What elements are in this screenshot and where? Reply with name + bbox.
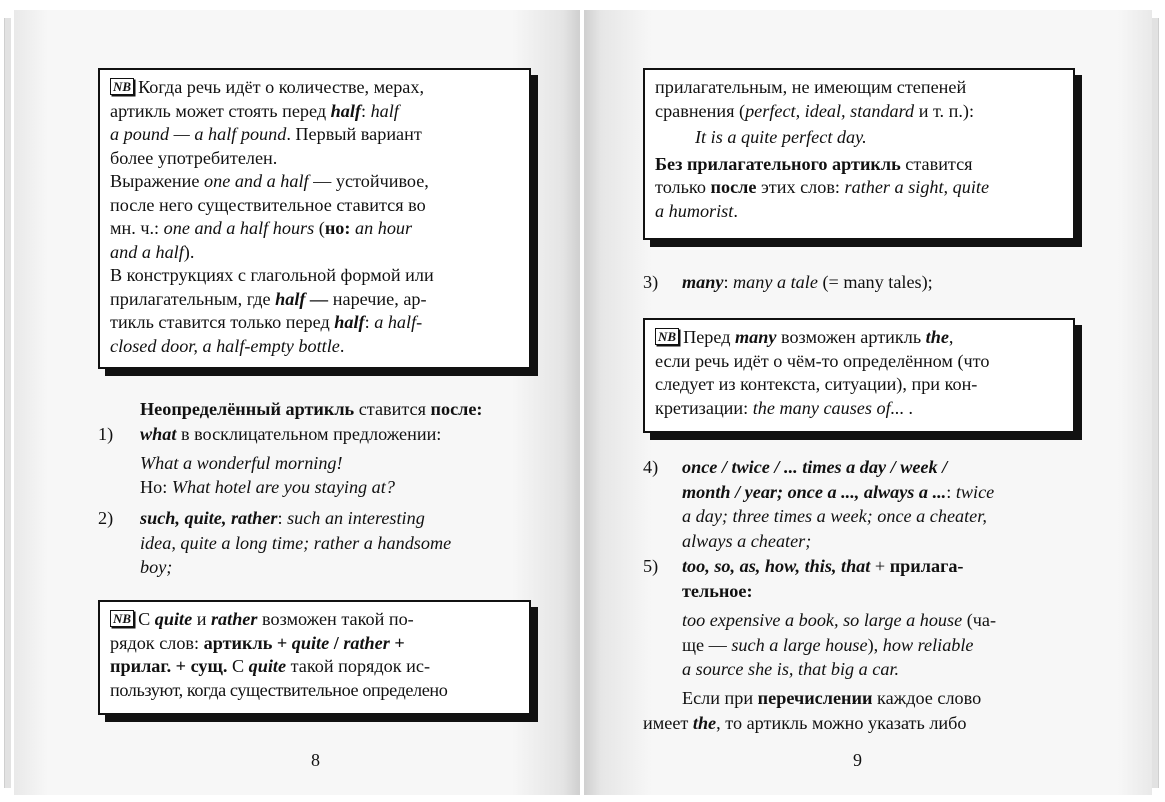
item-3-text: many: many a tale (= many tales);: [682, 272, 933, 292]
item-2-text: such, quite, rather: such an interesting idea, quite a long time; rather a handsome boy;: [140, 508, 452, 577]
item-1-example-1: What a wonderful morning!: [140, 453, 343, 473]
indefinite-article-intro: Неопределённый артикль ставится после:: [140, 399, 483, 419]
item-5-number: 5): [643, 556, 659, 576]
page-number-right: 9: [853, 750, 862, 770]
item-1-text: what в восклицательном предложении:: [140, 424, 442, 444]
nb-badge: NB: [110, 78, 134, 95]
nb-box-many: NB Перед many возможен артикль the, если речь идёт о чём-то определённом (что следует из контекста, ситуации), при кон- кретизации: the many causes of... .: [643, 318, 1075, 433]
page-edge-right: [1152, 18, 1159, 788]
item-5-examples: too expensive a book, so large a house (ча- ще — such a large house), how reliable a source she is, that big a car.: [682, 610, 997, 679]
page-number-left: 8: [311, 750, 320, 770]
item-4-number: 4): [643, 457, 659, 477]
item-4-text: once / twice / ... times a day / week / month / year; once a ..., always a ...: twice a day; three times a week; once a cheater, always a cheater;: [682, 457, 995, 551]
item-3-number: 3): [643, 272, 659, 292]
nb-box-half: NB Когда речь идёт о количестве, мерах, артикль может стоять перед half: half a pound — a half pound. Первый вариант более употребителен. Выражение one and a half — устойчивое, после него существительное ставится во мн. ч.: one and a half hours (но: an hour and a half). В конструкциях с глагольной формой или прилагательным, где half — наречие, ар- тикль ставится только перед half: a half- closed door, a half-empty bottle.: [98, 68, 531, 369]
nb-badge: NB: [655, 328, 679, 345]
nb-badge: NB: [110, 610, 134, 627]
item-5-text: too, so, as, how, this, that + прилага- тельное:: [682, 556, 964, 601]
enumeration-paragraph: Если при перечислении каждое слово имеет the, то артикль можно указать либо: [643, 688, 982, 733]
item-1-number: 1): [98, 424, 114, 444]
page-edge-left: [4, 18, 11, 788]
item-2-number: 2): [98, 508, 114, 528]
item-1-example-2: Но: What hotel are you staying at?: [140, 477, 395, 497]
nb-box-quite-rather: NB С quite и rather возможен такой по- рядок слов: артикль + quite / rather + прилаг. + сущ. С quite такой порядок ис- пользуют, когда существительное определено: [98, 600, 531, 715]
continued-box: прилагательным, не имеющим степеней сравнения (perfect, ideal, standard и т. п.): It is a quite perfect day. Без прилагательного артикль ставится только после этих слов: rather a sight, quite a humorist.: [643, 68, 1075, 240]
